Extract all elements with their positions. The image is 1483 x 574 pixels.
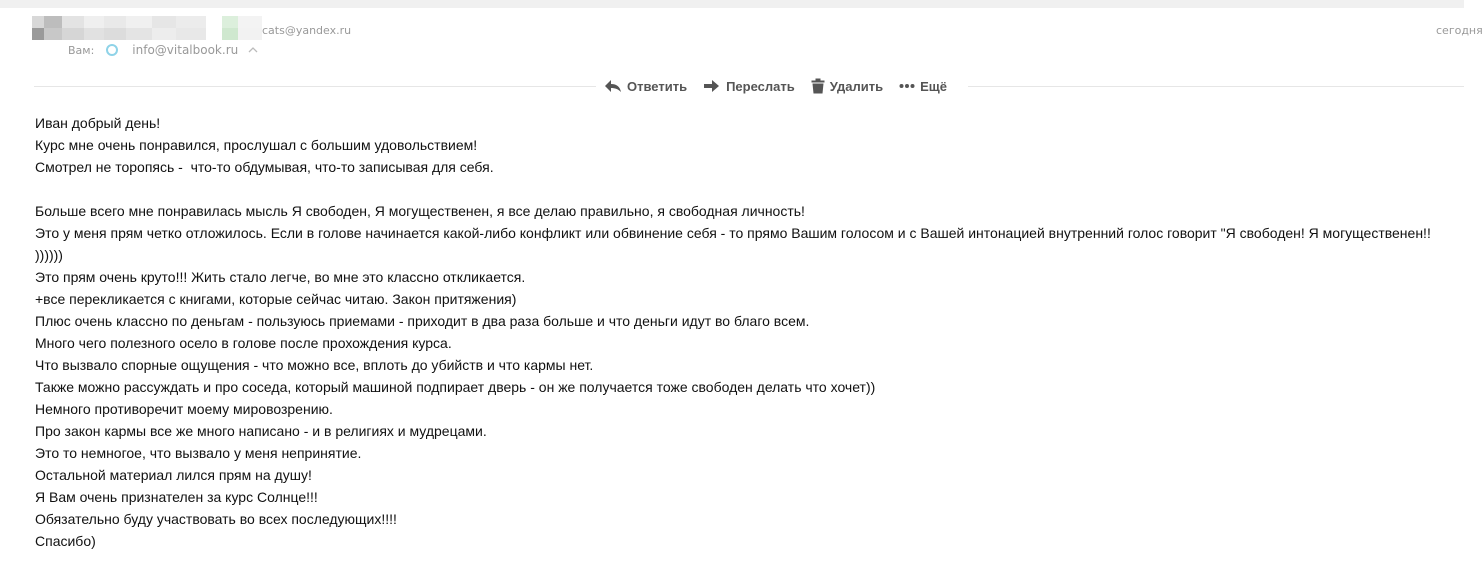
message-line: Про закон кармы все же много написано - и в религиях и мудрецами. xyxy=(35,423,487,439)
message-date: сегодня xyxy=(1436,24,1483,37)
message-line: Что вызвало спорные ощущения - что можно все, вплоть до убийств и что кармы нет. xyxy=(35,357,594,373)
reply-arrow-icon xyxy=(604,79,622,93)
forward-button[interactable] xyxy=(703,79,795,94)
message-toolbar xyxy=(604,75,947,97)
message-line: Это прям очень круто!!! Жить стало легче, во мне это классно откликается. xyxy=(35,269,526,285)
recipient-row xyxy=(68,40,258,60)
message-line: Смотрел не торопясь - что-то обдумывая, что-то записывая для себя. xyxy=(35,159,494,175)
message-line: Это то немногое, что вызвало у меня непринятие. xyxy=(35,445,362,461)
recipient-email[interactable]: info@vitalbook.ru xyxy=(132,43,239,57)
message-line: Я Вам очень признателен за курс Солнце!!! xyxy=(35,489,318,505)
reply-label: Ответить xyxy=(627,78,688,94)
chevron-up-icon[interactable] xyxy=(248,45,258,55)
to-label: Вам: xyxy=(68,43,95,57)
message-line: Плюс очень классно по деньгам - пользуюсь приемами - приходит в два раза больше и что деньги идут во благо всем. xyxy=(35,313,810,329)
avatar-ring xyxy=(106,44,118,56)
more-button[interactable] xyxy=(899,79,947,94)
message-line: Это у меня прям четко отложилось. Если в голове начинается какой-либо конфликт или обвинение себя - то прямо Вашим голосом и с Вашей интонацией внутренний голос говорит "Я свободен! Я могущественен!! )))))) xyxy=(35,225,1435,263)
forward-label: Переслать xyxy=(726,78,795,94)
sender-email[interactable]: cats@yandex.ru xyxy=(262,24,352,37)
message-line: +все перекликается с книгами, которые сейчас читаю. Закон притяжения) xyxy=(35,291,517,307)
message-line xyxy=(35,178,1455,200)
message-line: Немного противоречит моему мировозрению. xyxy=(35,401,333,417)
message-line: Остальной материал лился прям на душу! xyxy=(35,467,312,483)
message-line: Больше всего мне понравилась мысль Я свободен, Я могущественен, я все делаю правильно, я свободная личность! xyxy=(35,203,805,219)
top-bar xyxy=(0,0,1464,8)
delete-button[interactable] xyxy=(811,78,883,94)
forward-arrow-icon xyxy=(703,79,721,93)
toolbar-divider-left xyxy=(34,86,596,87)
message-body xyxy=(35,112,1455,552)
message-line: Курс мне очень понравился, прослушал с большим удовольствием! xyxy=(35,137,478,153)
more-dots-icon xyxy=(899,83,915,89)
message-line: Обязательно буду участвовать во всех последующих!!!! xyxy=(35,511,397,527)
delete-label: Удалить xyxy=(829,78,884,94)
toolbar-divider-right xyxy=(968,86,1464,87)
message-line: Также можно рассуждать и про соседа, который машиной подпирает дверь - он же получается тоже свободен делать что хочет)) xyxy=(35,379,876,395)
message-line: Иван добрый день! xyxy=(35,115,161,131)
message-line: Спасибо) xyxy=(35,533,96,549)
more-label: Ещё xyxy=(920,78,947,94)
trash-icon xyxy=(811,78,825,94)
sender-name-pixelated xyxy=(32,16,272,42)
reply-button[interactable] xyxy=(604,79,687,94)
message-line: Много чего полезного осело в голове после прохождения курса. xyxy=(35,335,452,351)
